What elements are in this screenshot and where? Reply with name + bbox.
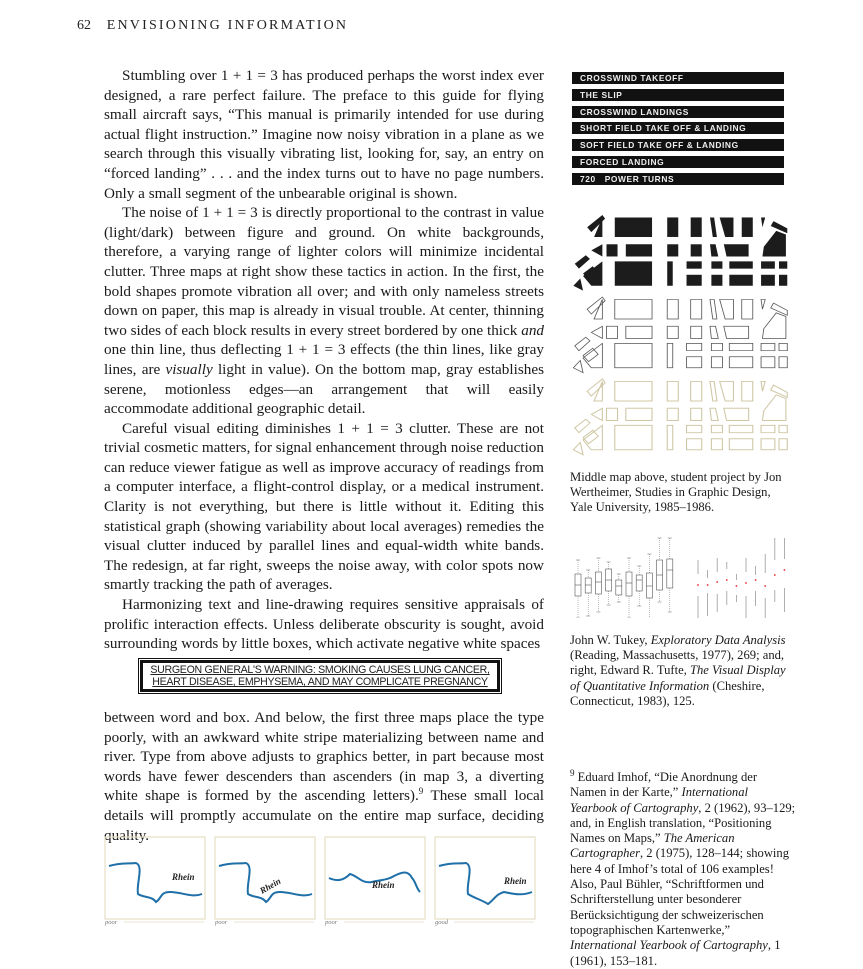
city-block bbox=[711, 275, 722, 286]
text-run: one thin line, thus deflecting 1 + 1 = 3 effects (the thin lines, like gray lines, are bbox=[104, 341, 544, 378]
city-block bbox=[691, 217, 702, 237]
index-entry: FORCED LANDING bbox=[572, 156, 784, 168]
city-block bbox=[720, 217, 734, 237]
city-block bbox=[779, 261, 787, 268]
city-block bbox=[691, 381, 702, 401]
warning-line-1: SURGEON GENERAL'S WARNING: SMOKING CAUSES LUNG CANCER, bbox=[150, 664, 490, 676]
city-block bbox=[573, 278, 583, 290]
city-block bbox=[687, 425, 702, 432]
city-block bbox=[587, 215, 605, 232]
city-block bbox=[742, 299, 753, 319]
text-run: light in value). On the bottom map, gray establishes serene, motionless edges—an arrangement that will easily accommodate additional geographic detail. bbox=[104, 360, 544, 418]
map-thin-outlines bbox=[573, 297, 787, 373]
city-block bbox=[720, 381, 734, 401]
city-block bbox=[687, 275, 702, 286]
average-dot bbox=[764, 585, 766, 587]
city-block bbox=[615, 425, 652, 449]
rating-label: good bbox=[435, 919, 448, 926]
rhein-map-panel bbox=[324, 836, 426, 926]
city-block bbox=[573, 442, 583, 454]
city-block bbox=[667, 244, 678, 256]
rhein-map-panel bbox=[434, 836, 536, 926]
city-block bbox=[729, 357, 752, 368]
city-block bbox=[615, 217, 652, 237]
paragraph-5 bbox=[104, 708, 544, 845]
running-head bbox=[77, 18, 348, 34]
city-block bbox=[761, 381, 765, 391]
text-run: , 1 (1961), 153–181. bbox=[570, 938, 781, 968]
index-entry: CROSSWIND TAKEOFF bbox=[572, 72, 784, 84]
city-block bbox=[724, 244, 749, 256]
city-block bbox=[761, 275, 775, 286]
warning-box-example bbox=[140, 660, 500, 692]
boxplot-item bbox=[626, 558, 632, 618]
emphasis: visually bbox=[165, 360, 213, 378]
boxplot-item bbox=[606, 562, 612, 605]
river-name-label: Rhein bbox=[258, 875, 283, 896]
book-title: ENVISIONING INFORMATION bbox=[106, 18, 349, 33]
boxplot-item bbox=[636, 566, 642, 606]
city-block bbox=[762, 231, 785, 257]
city-block bbox=[615, 381, 652, 401]
city-block bbox=[607, 408, 618, 420]
city-block bbox=[667, 343, 673, 367]
footnote-number: 9 bbox=[570, 767, 575, 778]
city-block bbox=[779, 275, 787, 286]
city-block bbox=[626, 326, 652, 338]
city-block bbox=[667, 381, 678, 401]
river-line bbox=[109, 863, 202, 902]
city-block bbox=[761, 425, 775, 432]
city-block bbox=[687, 343, 702, 350]
average-dot bbox=[697, 584, 699, 586]
boxplot-item bbox=[657, 538, 663, 602]
city-block bbox=[762, 395, 785, 421]
rhein-label-placement-figure bbox=[104, 836, 544, 936]
city-block bbox=[711, 357, 722, 368]
average-dot bbox=[726, 579, 728, 581]
city-block bbox=[761, 217, 765, 227]
city-block bbox=[691, 408, 702, 420]
text-run: John W. Tukey, bbox=[570, 633, 651, 647]
city-block bbox=[607, 326, 618, 338]
footnote-9 bbox=[570, 767, 796, 969]
city-block bbox=[711, 425, 722, 432]
street-maps-figure bbox=[570, 215, 790, 460]
city-block bbox=[583, 425, 602, 449]
boxplot-item bbox=[595, 558, 601, 612]
city-block bbox=[724, 408, 749, 420]
city-block bbox=[729, 275, 752, 286]
text-run: (Cheshire, Connecticut, 1983), 125. bbox=[570, 678, 765, 708]
city-block bbox=[573, 360, 583, 372]
text-run: These small local details will promptly accumulate on the entire map surface, deciding quality. bbox=[104, 787, 544, 844]
city-block bbox=[710, 299, 717, 319]
city-block bbox=[779, 425, 787, 432]
city-block bbox=[615, 343, 652, 367]
rhein-map-panel bbox=[214, 836, 316, 926]
average-dot bbox=[755, 579, 757, 581]
surgeon-general-warning bbox=[140, 660, 500, 692]
boxplot-comparison-figure bbox=[570, 530, 795, 618]
city-block bbox=[667, 408, 678, 420]
city-block bbox=[710, 408, 718, 420]
city-block bbox=[667, 261, 673, 285]
map-frame bbox=[215, 837, 315, 919]
city-block bbox=[710, 217, 717, 237]
average-dot bbox=[784, 569, 786, 571]
book-title: Exploratory Data Analysis bbox=[650, 633, 786, 647]
city-block bbox=[720, 299, 734, 319]
paragraph-1: Stumbling over 1 + 1 = 3 has produced perhaps the worst index ever designed, a rare perfect failure. The preface to this guide for flying small aircraft says, “This manual is primarily intended for use during actual flight instruction.” Imagine now noisy vibration in a plane as we search through this visually vibrating list, looking for, say, an entry on “forced landing” . . . and the index turns out to have no page numbers. Only a small segment of the unbearable original is shown. bbox=[104, 67, 544, 202]
city-block bbox=[729, 439, 752, 450]
city-block bbox=[687, 261, 702, 268]
index-entry: CROSSWIND LANDINGS bbox=[572, 106, 784, 118]
city-block bbox=[779, 357, 787, 368]
city-block bbox=[626, 244, 652, 256]
city-block bbox=[667, 217, 678, 237]
city-block bbox=[607, 244, 618, 256]
index-entry: THE SLIP bbox=[572, 89, 784, 101]
maps-caption: Middle map above, student project by Jon Wertheimer, Studies in Graphic Design, Yale University, 1985–1986. bbox=[570, 470, 782, 515]
map-bold-blocks bbox=[573, 215, 787, 291]
text-run: Eduard Imhof, “Die Anordnung der Namen in der Karte,” bbox=[570, 770, 758, 800]
city-block bbox=[710, 326, 718, 338]
text-run: , 2 (1962), 93–129; and, in English translation, “Positioning Names on Maps,” bbox=[570, 800, 796, 846]
city-block bbox=[667, 299, 678, 319]
journal-title: International Yearbook of Cartography bbox=[570, 785, 749, 815]
city-block bbox=[761, 261, 775, 268]
average-dot bbox=[736, 585, 738, 587]
average-dot bbox=[716, 581, 718, 583]
city-block bbox=[691, 326, 702, 338]
boxplot-item bbox=[585, 570, 591, 616]
map-frame bbox=[325, 837, 425, 919]
city-block bbox=[761, 439, 775, 450]
city-block bbox=[710, 381, 717, 401]
river-name-label: Rhein bbox=[372, 880, 395, 890]
city-block bbox=[583, 343, 602, 367]
boxplot-item bbox=[575, 560, 581, 618]
city-block bbox=[575, 255, 590, 268]
city-block bbox=[667, 326, 678, 338]
city-block bbox=[667, 425, 673, 449]
city-block bbox=[615, 261, 652, 285]
main-text-continued bbox=[104, 708, 544, 845]
city-block bbox=[583, 348, 598, 361]
city-block bbox=[742, 217, 753, 237]
boxplot-item bbox=[616, 574, 622, 602]
boxplot-caption bbox=[570, 633, 795, 709]
text-run: (Reading, Massachusetts, 1977), 269; and, right, Edward R. Tufte, bbox=[570, 648, 785, 678]
city-block bbox=[729, 425, 752, 432]
rhein-map-panel bbox=[104, 836, 206, 926]
city-block bbox=[779, 439, 787, 450]
city-block bbox=[591, 326, 602, 338]
index-entry: 720 POWER TURNS bbox=[572, 173, 784, 185]
average-dot bbox=[774, 574, 776, 576]
city-block bbox=[724, 326, 749, 338]
city-block bbox=[779, 343, 787, 350]
city-block bbox=[615, 299, 652, 319]
flight-manual-index bbox=[572, 72, 784, 190]
rating-label: poor bbox=[325, 919, 338, 926]
city-block bbox=[771, 303, 788, 315]
city-block bbox=[591, 408, 602, 420]
city-block bbox=[761, 299, 765, 309]
main-text-column bbox=[104, 66, 544, 654]
city-block bbox=[762, 313, 785, 339]
tufte-redesign bbox=[697, 538, 785, 618]
city-block bbox=[711, 261, 722, 268]
river-name-label: Rhein bbox=[172, 872, 195, 882]
text-run: , 2 (1975), 128–144; showing here 4 of Imhof’s total of 106 examples! Also, Paul Bühler, “Schriftformen und Schrifterstellung unter besonderer Berücksichtigung der schweizerischen topographischen Kartenwerke,” bbox=[570, 846, 790, 937]
tukey-boxplot bbox=[575, 538, 673, 618]
paragraph-2 bbox=[104, 203, 544, 419]
city-block bbox=[575, 419, 590, 432]
index-entry: SHORT FIELD TAKE OFF & LANDING bbox=[572, 122, 784, 134]
journal-title: International Yearbook of Cartography bbox=[570, 938, 768, 953]
city-block bbox=[691, 299, 702, 319]
average-dot bbox=[745, 582, 747, 584]
city-block bbox=[761, 357, 775, 368]
journal-title: The American Cartographer bbox=[570, 831, 735, 861]
city-block bbox=[711, 343, 722, 350]
rating-label: poor bbox=[215, 919, 228, 926]
warning-line-2: HEART DISEASE, EMPHYSEMA, AND MAY COMPLICATE PREGNANCY bbox=[152, 676, 488, 688]
city-block bbox=[771, 221, 788, 233]
index-entry: SOFT FIELD TAKE OFF & LANDING bbox=[572, 139, 784, 151]
city-block bbox=[626, 408, 652, 420]
city-block bbox=[687, 439, 702, 450]
city-block bbox=[691, 244, 702, 256]
emphasis: and bbox=[521, 321, 544, 339]
city-block bbox=[575, 337, 590, 350]
city-block bbox=[687, 357, 702, 368]
city-block bbox=[583, 430, 598, 443]
city-block bbox=[729, 261, 752, 268]
city-block bbox=[761, 343, 775, 350]
city-block bbox=[591, 244, 602, 256]
city-block bbox=[710, 244, 718, 256]
footnote-ref[interactable]: 9 bbox=[418, 786, 424, 797]
city-block bbox=[742, 381, 753, 401]
text-run: between word and box. And below, the first three maps place the type poorly, with an awkward white stripe materializing between name and river. Type from above adjusts to graphics better, in part because most words have fewer descenders than ascenders (in map 3, a diverting white shape is formed by the ascending letters). bbox=[104, 709, 544, 805]
page-number: 62 bbox=[77, 18, 91, 33]
paragraph-4: Harmonizing text and line-drawing requires sensitive appraisals of prolific interaction effects. Unless deliberate obscurity is sought, avoid surrounding words by little boxes, which activate negative white spaces bbox=[104, 596, 544, 653]
map-gray-outlines bbox=[573, 379, 787, 455]
paragraph-3: Careful visual editing diminishes 1 + 1 = 3 clutter. These are not trivial cosmetic matters, for signal enhancement through noise reduction can reduce viewer fatigue as well as improve accuracy of readings from a computer interface, a flight-control display, or a medical instrument. Clarity is not everything, but there is little without it. Editing this statistical graph (showing variability about local averages) remedies the visual clutter induced by parallel lines and equal-width white bands. The redesign, at far right, sweeps the noise away, with color spots now smartly tracking the path of averages. bbox=[104, 419, 544, 594]
boxplot-item bbox=[667, 538, 673, 612]
city-block bbox=[711, 439, 722, 450]
book-title: The Visual Display of Quantitative Information bbox=[570, 663, 786, 693]
city-block bbox=[729, 343, 752, 350]
river-name-label: Rhein bbox=[504, 876, 527, 886]
text-run: The noise of 1 + 1 = 3 is directly proportional to the contrast in value (light/dark) between figure and ground. On white backgrounds, therefore, a varying range of lighter colors will minimize incidental clutter. Three maps at right show these tactics in action. In the first, the bold shapes promote vibration all over; and with only nameless streets down on paper, this map is already in visual trouble. At center, thinning two sides of each block results in every street bordered by one thick bbox=[104, 204, 544, 339]
rating-label: poor bbox=[105, 919, 118, 926]
average-dot bbox=[707, 584, 709, 586]
boxplot-item bbox=[646, 554, 652, 618]
